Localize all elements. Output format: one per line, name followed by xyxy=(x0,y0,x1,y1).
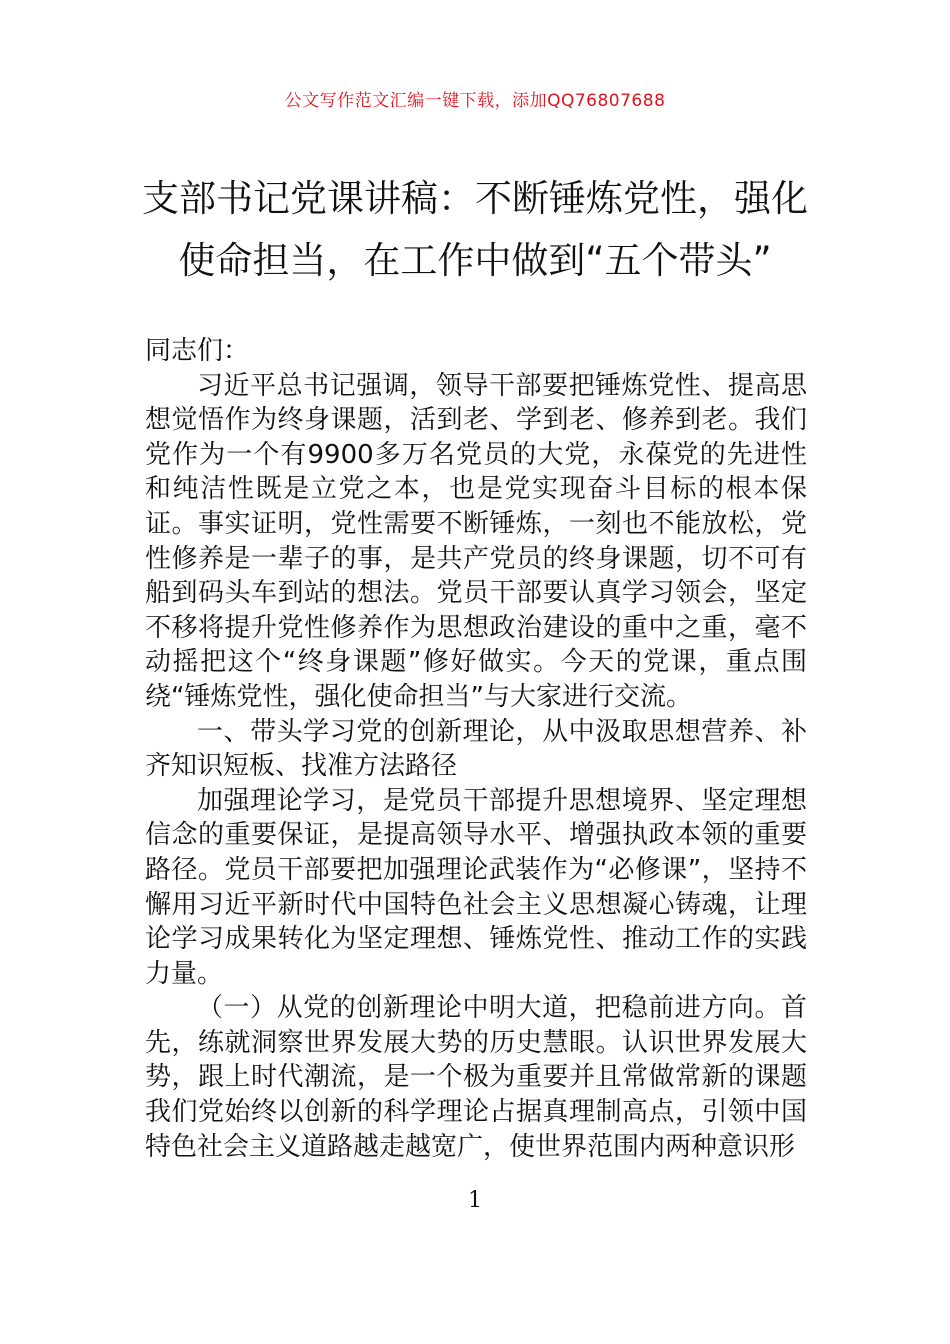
paragraph-theory-study: 加强理论学习，是党员干部提升思想境界、坚定理想信念的重要保证，是提高领导水平、增强执政本领的重要路径。党员干部要把加强理论武装作为“必修课”，坚持不懈用习近平新时代中国特色社会主义思想凝心铸魂，让理论学习成果转化为坚定理想、锤炼党性、推动工作的实践力量。 xyxy=(145,785,807,989)
paragraph-subsection-1: （一）从党的创新理论中明大道，把稳前进方向。首先，练就洞察世界发展大势的历史慧眼。认识世界发展大势，跟上时代潮流，是一个极为重要并且常做常新的课题我们党始终以创新的科学理论占据真理制高点，引领中国特色社会主义道路越走越宽广，使世界范围内两种意识形 xyxy=(145,993,807,1162)
paragraph-intro: 习近平总书记强调，领导干部要把锤炼党性、提高思想觉悟作为终身课题，活到老、学到老、修养到老。我们党作为一个有9900多万名党员的大党，永葆党的先进性和纯洁性既是立党之本，也是党实现奋斗目标的根本保证。事实证明，党性需要不断锤炼，一刻也不能放松，党性修养是一辈子的事，是共产党员的终身课题，切不可有船到码头车到站的想法。党员干部要认真学习领会，坚定不移将提升党性修养作为思想政治建设的重中之重，毫不动摇把这个“终身课题”修好做实。今天的党课，重点围绕“锤炼党性，强化使命担当”与大家进行交流。 xyxy=(145,370,807,712)
greeting: 同志们： xyxy=(145,336,250,366)
header-banner: 公文写作范文汇编一键下载，添加QQ76807688 xyxy=(284,91,666,111)
document-title xyxy=(120,168,830,292)
title-line-2: 使命担当，在工作中做到“五个带头” xyxy=(178,239,772,282)
page-number: 1 xyxy=(468,1188,482,1213)
section-heading-1: 一、带头学习党的创新理论，从中汲取思想营养、补齐知识短板、找准方法路径 xyxy=(145,716,807,782)
document-body xyxy=(145,334,807,1164)
title-line-1: 支部书记党课讲稿：不断锤炼党性，强化 xyxy=(142,177,808,220)
